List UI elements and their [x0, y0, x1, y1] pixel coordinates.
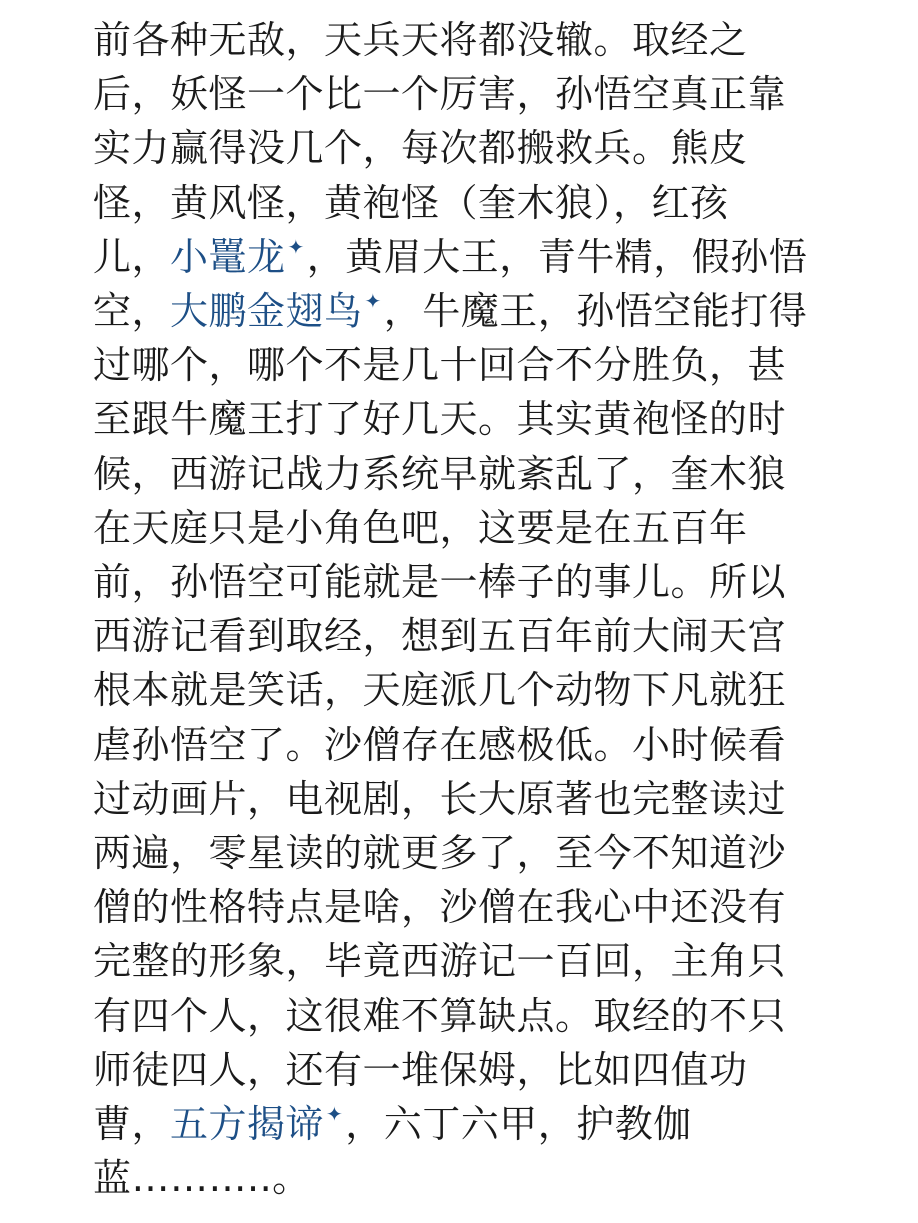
text-line — [93, 554, 786, 610]
entity-link[interactable]: 五方揭谛 — [170, 1102, 325, 1146]
sparkle-icon[interactable]: ✦ — [364, 289, 382, 313]
text-segment: 蓝………..。 — [93, 1156, 311, 1201]
text-segment: 曹， — [93, 1102, 171, 1146]
text-segment: 有四个人，这很难不算缺点。取经的不只 — [93, 993, 787, 1038]
text-segment: 空， — [93, 289, 171, 333]
text-segment: 虐孙悟空了。沙僧存在感极低。小时候看 — [93, 722, 787, 767]
text-segment: 前，孙悟空可能就是一棒子的事儿。所以 — [93, 560, 787, 604]
text-line — [93, 879, 786, 935]
text-line — [93, 120, 748, 176]
text-segment: 过动画片，电视剧，长大原著也完整读过 — [93, 776, 787, 821]
text-segment: 前各种无敌，天兵天将都没辙。取经之 — [93, 18, 748, 62]
text-segment: 两遍，零星读的就更多了，至今不知道沙 — [93, 831, 787, 875]
text-line — [93, 1150, 311, 1206]
text-line — [93, 391, 786, 447]
text-line — [93, 66, 786, 122]
text-segment: 至跟牛魔王打了好几天。其实黄袍怪的时 — [93, 397, 787, 442]
text-line — [93, 337, 786, 393]
text-segment: 候，西游记战力系统早就紊乱了，奎木狼 — [93, 451, 787, 496]
text-line — [93, 500, 748, 556]
text-line — [93, 771, 786, 827]
sparkle-icon[interactable]: ✦ — [326, 1102, 344, 1126]
text-segment: 师徒四人，还有一堆保姆，比如四值功 — [93, 1047, 748, 1092]
text-line — [93, 825, 786, 881]
text-line — [93, 1042, 748, 1098]
text-segment: 根本就是笑话，天庭派几个动物下凡就狂 — [93, 668, 787, 713]
text-line — [93, 175, 729, 231]
sparkle-icon[interactable]: ✦ — [287, 234, 305, 259]
text-segment: ，六丁六甲，护教伽 — [345, 1102, 692, 1146]
text-line — [93, 1096, 692, 1152]
text-line — [93, 229, 807, 285]
text-line — [93, 988, 786, 1044]
text-segment: 儿， — [93, 234, 171, 279]
text-segment: 实力赢得没几个，每次都搬救兵。熊皮 — [93, 126, 748, 171]
entity-link[interactable]: 小鼍龙 — [170, 234, 286, 279]
text-segment: 过哪个，哪个不是几十回合不分胜负，甚 — [93, 343, 787, 388]
text-line — [93, 12, 748, 68]
text-segment: 完整的形象，毕竟西游记一百回，主角只 — [93, 939, 787, 984]
text-segment: 怪，黄风怪，黄袍怪（奎木狼），红孩 — [93, 180, 729, 225]
text-line — [93, 446, 786, 502]
text-line — [93, 283, 807, 339]
entity-link[interactable]: 大鹏金翅鸟 — [170, 289, 363, 333]
text-line — [93, 662, 786, 718]
text-line — [93, 933, 786, 989]
text-segment: 后，妖怪一个比一个厉害，孙悟空真正靠 — [93, 72, 787, 117]
text-segment: 僧的性格特点是啥，沙僧在我心中还没有 — [93, 885, 787, 930]
text-segment: ，黄眉大王，青牛精，假孙悟 — [306, 234, 808, 279]
text-segment: 在天庭只是小角色吧，这要是在五百年 — [93, 505, 748, 550]
text-segment: ，牛魔王，孙悟空能打得 — [383, 289, 808, 333]
text-line — [93, 717, 786, 773]
text-segment: 西游记看到取经，想到五百年前大闹天宫 — [93, 614, 787, 659]
text-line — [93, 608, 786, 664]
